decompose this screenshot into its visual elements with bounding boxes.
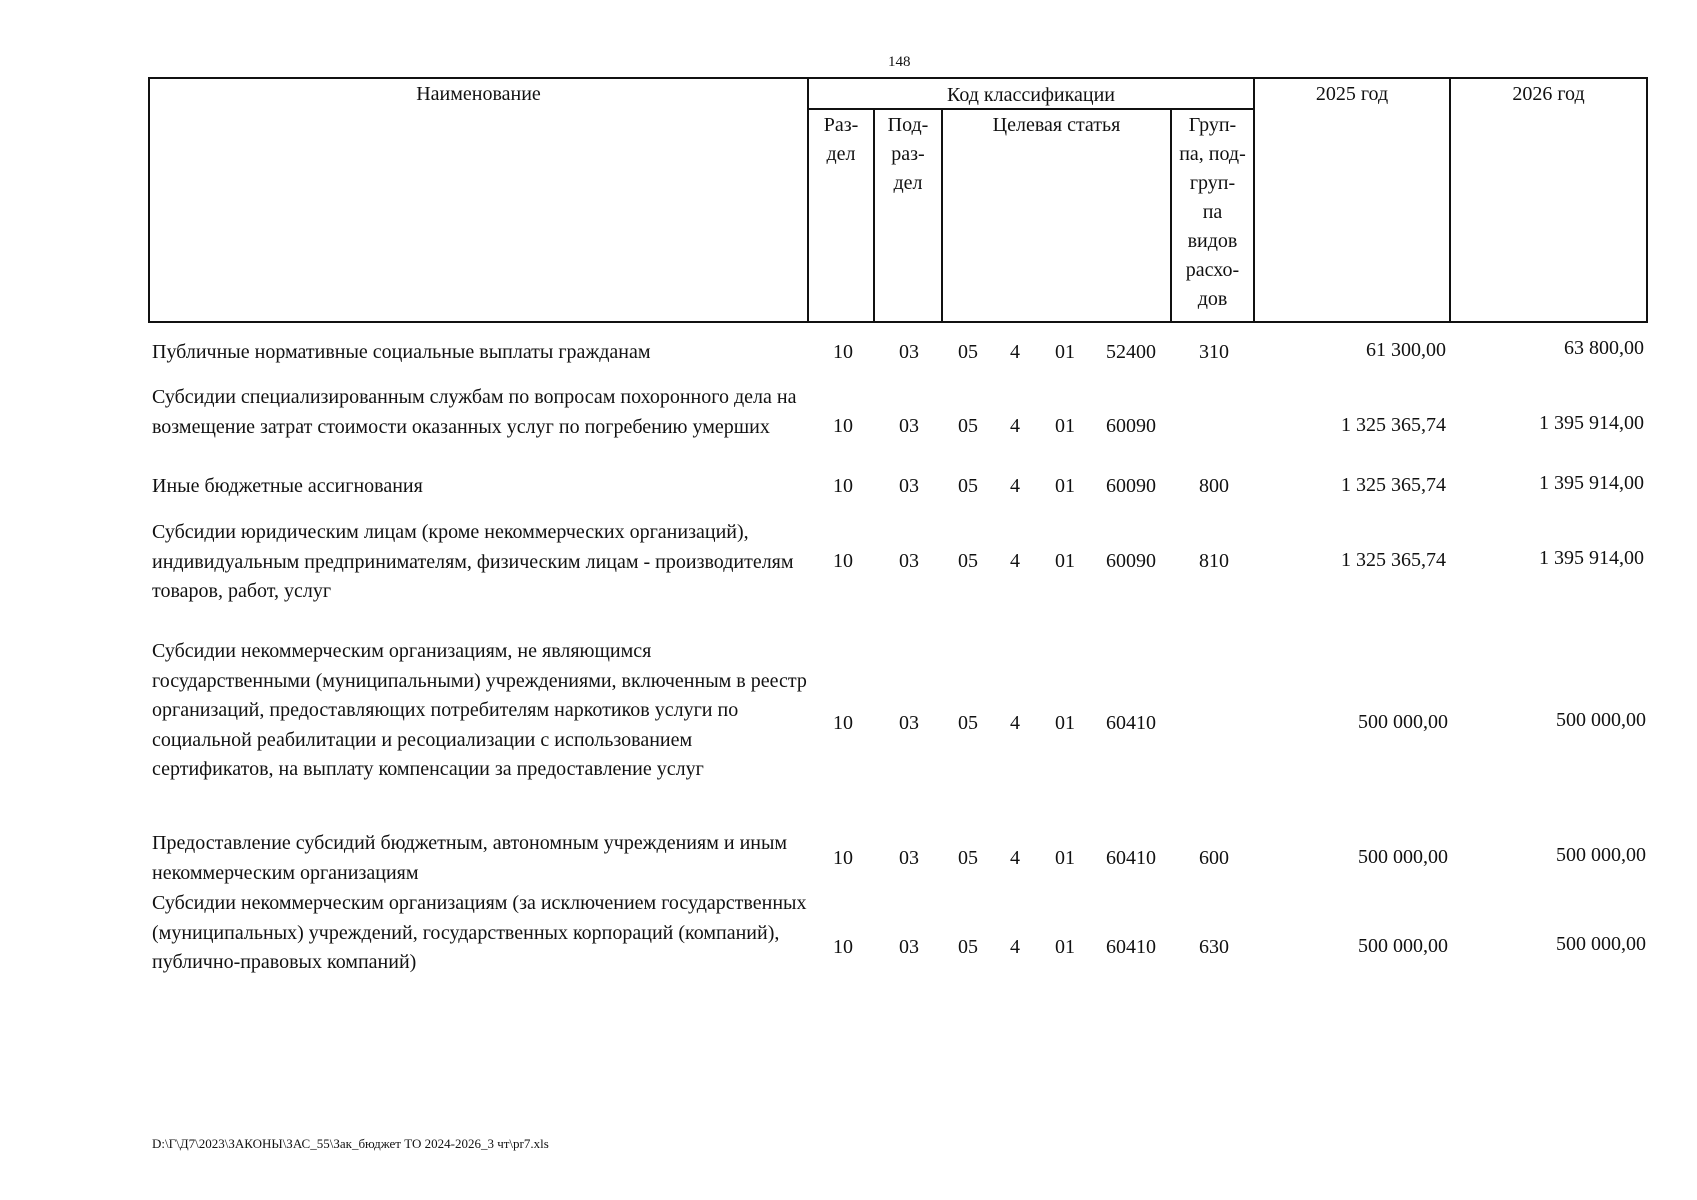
- row-cs2: 4: [1010, 341, 1020, 363]
- row-2026: 500 000,00: [1556, 933, 1646, 955]
- row-2026: 500 000,00: [1556, 709, 1646, 731]
- footer-file-path: D:\Г\Д7\2023\ЗАКОНЫ\ЗАС_55\Зак_бюджет ТО 2024-2026_3 чт\pr7.xls: [152, 1136, 549, 1151]
- header-code: Код классификации: [946, 84, 1116, 106]
- row-cs4: 60090: [1106, 415, 1156, 437]
- row-razdel: 10: [833, 936, 853, 958]
- row-cs3: 01: [1055, 712, 1075, 734]
- row-group: 630: [1199, 936, 1229, 958]
- row-group: 600: [1199, 847, 1229, 869]
- row-group: 310: [1199, 341, 1229, 363]
- header-divider-years: [1449, 77, 1451, 323]
- row-cs1: 05: [958, 936, 978, 958]
- row-2025: 1 325 365,74: [1341, 414, 1446, 436]
- header-razdel: Раз- дел: [823, 114, 859, 165]
- header-celevaya: Целевая статья: [992, 114, 1121, 136]
- row-cs3: 01: [1055, 475, 1075, 497]
- row-2025: 500 000,00: [1358, 935, 1448, 957]
- row-name: Субсидии специализированным службам по вопросам похоронного дела на возмещение затрат стоимости оказанных услуг по погребению умерших: [152, 386, 797, 438]
- row-name: Субсидии некоммерческим организациям, не являющимся государственными (муниципальными) учреждениями, включенным в реестр организаций, предоставляющих потребителям наркотиков услуги по социальной реабилитации и ресоциализации с использованием сертификатов, на выплату компенсации за предоставление услуг: [152, 640, 807, 780]
- header-podrazdel: Под- раз- дел: [887, 114, 929, 194]
- row-group: 810: [1199, 550, 1229, 572]
- row-cs2: 4: [1010, 847, 1020, 869]
- row-2026: 1 395 914,00: [1539, 547, 1644, 569]
- row-2026: 63 800,00: [1564, 337, 1644, 359]
- row-podrazdel: 03: [899, 550, 919, 572]
- row-name: Субсидии юридическим лицам (кроме некоммерческих организаций), индивидуальным предпринимателям, физическим лицам - производителям товаров, работ, услуг: [152, 521, 794, 602]
- row-cs4: 52400: [1106, 341, 1156, 363]
- header-year-2025: 2025 год: [1315, 83, 1389, 105]
- header-divider-podrazdel: [941, 108, 943, 323]
- row-2025: 1 325 365,74: [1341, 549, 1446, 571]
- row-cs4: 60410: [1106, 936, 1156, 958]
- row-cs3: 01: [1055, 936, 1075, 958]
- row-cs1: 05: [958, 847, 978, 869]
- row-podrazdel: 03: [899, 936, 919, 958]
- row-cs3: 01: [1055, 550, 1075, 572]
- row-cs2: 4: [1010, 550, 1020, 572]
- row-cs3: 01: [1055, 341, 1075, 363]
- row-cs2: 4: [1010, 415, 1020, 437]
- row-2026: 500 000,00: [1556, 844, 1646, 866]
- row-name: Предоставление субсидий бюджетным, автономным учреждениям и иным некоммерческим организациям: [152, 832, 788, 884]
- row-name: Субсидии некоммерческим организациям (за исключением государственных (муниципальных) учреждений, государственных корпораций (компаний), публично-правовых компаний): [152, 892, 807, 973]
- row-cs3: 01: [1055, 415, 1075, 437]
- row-2025: 500 000,00: [1358, 711, 1448, 733]
- row-cs1: 05: [958, 712, 978, 734]
- row-cs1: 05: [958, 341, 978, 363]
- row-podrazdel: 03: [899, 415, 919, 437]
- header-divider-code: [1253, 77, 1255, 323]
- row-cs2: 4: [1010, 936, 1020, 958]
- row-2025: 61 300,00: [1366, 339, 1446, 361]
- row-name: Публичные нормативные социальные выплаты гражданам: [152, 341, 651, 363]
- row-cs4: 60090: [1106, 550, 1156, 572]
- row-podrazdel: 03: [899, 341, 919, 363]
- row-razdel: 10: [833, 550, 853, 572]
- row-razdel: 10: [833, 712, 853, 734]
- row-razdel: 10: [833, 415, 853, 437]
- header-gruppa: Груп- па, под- груп- па видов расхо- дов: [1179, 114, 1246, 310]
- row-2026: 1 395 914,00: [1539, 412, 1644, 434]
- row-cs3: 01: [1055, 847, 1075, 869]
- row-podrazdel: 03: [899, 475, 919, 497]
- row-cs1: 05: [958, 415, 978, 437]
- page-number: 148: [888, 54, 911, 70]
- row-razdel: 10: [833, 847, 853, 869]
- row-2026: 1 395 914,00: [1539, 472, 1644, 494]
- row-name: Иные бюджетные ассигнования: [152, 475, 423, 497]
- row-cs4: 60090: [1106, 475, 1156, 497]
- row-cs2: 4: [1010, 712, 1020, 734]
- row-cs4: 60410: [1106, 847, 1156, 869]
- row-podrazdel: 03: [899, 847, 919, 869]
- row-razdel: 10: [833, 475, 853, 497]
- row-2025: 500 000,00: [1358, 846, 1448, 868]
- row-podrazdel: 03: [899, 712, 919, 734]
- row-cs4: 60410: [1106, 712, 1156, 734]
- header-year-2026: 2026 год: [1512, 83, 1585, 105]
- row-cs1: 05: [958, 475, 978, 497]
- row-razdel: 10: [833, 341, 853, 363]
- row-2025: 1 325 365,74: [1341, 474, 1446, 496]
- row-cs2: 4: [1010, 475, 1020, 497]
- row-cs1: 05: [958, 550, 978, 572]
- header-name: Наименование: [416, 83, 541, 105]
- row-group: 800: [1199, 475, 1229, 497]
